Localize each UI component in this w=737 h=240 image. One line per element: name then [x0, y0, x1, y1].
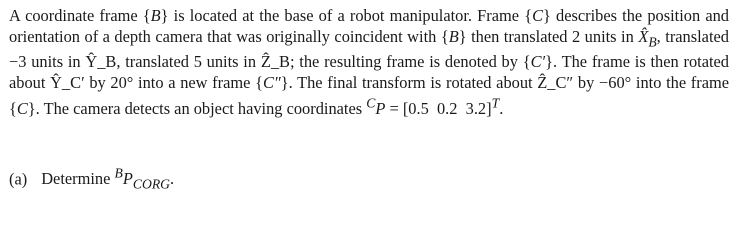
- problem-text: A coordinate frame {B} is located at the base of a robot manipulator. Frame {C} describes the position and orientation of a depth camera that was originally coincident with {B} then translated 2 units in $X̂_B$, translated −3 units in Ŷ_B, translated 5 units in Ẑ_B; the resulting frame is denoted by {C′}. The frame is then rotated about Ŷ_C′ by 20° into a new frame {C″}. The final transform is rotated about Ẑ_C″ by −60° into the frame {C}. The camera detects an object having coordinates $^C$P = [0.5 0.2 3.2]$^T$.: [9, 6, 730, 118]
- part-a-label: (a): [9, 169, 28, 189]
- part-a-text: Determine $^BP_{CORG}$.: [41, 166, 175, 192]
- problem-statement: [9, 6, 729, 119]
- part-a: [9, 164, 174, 195]
